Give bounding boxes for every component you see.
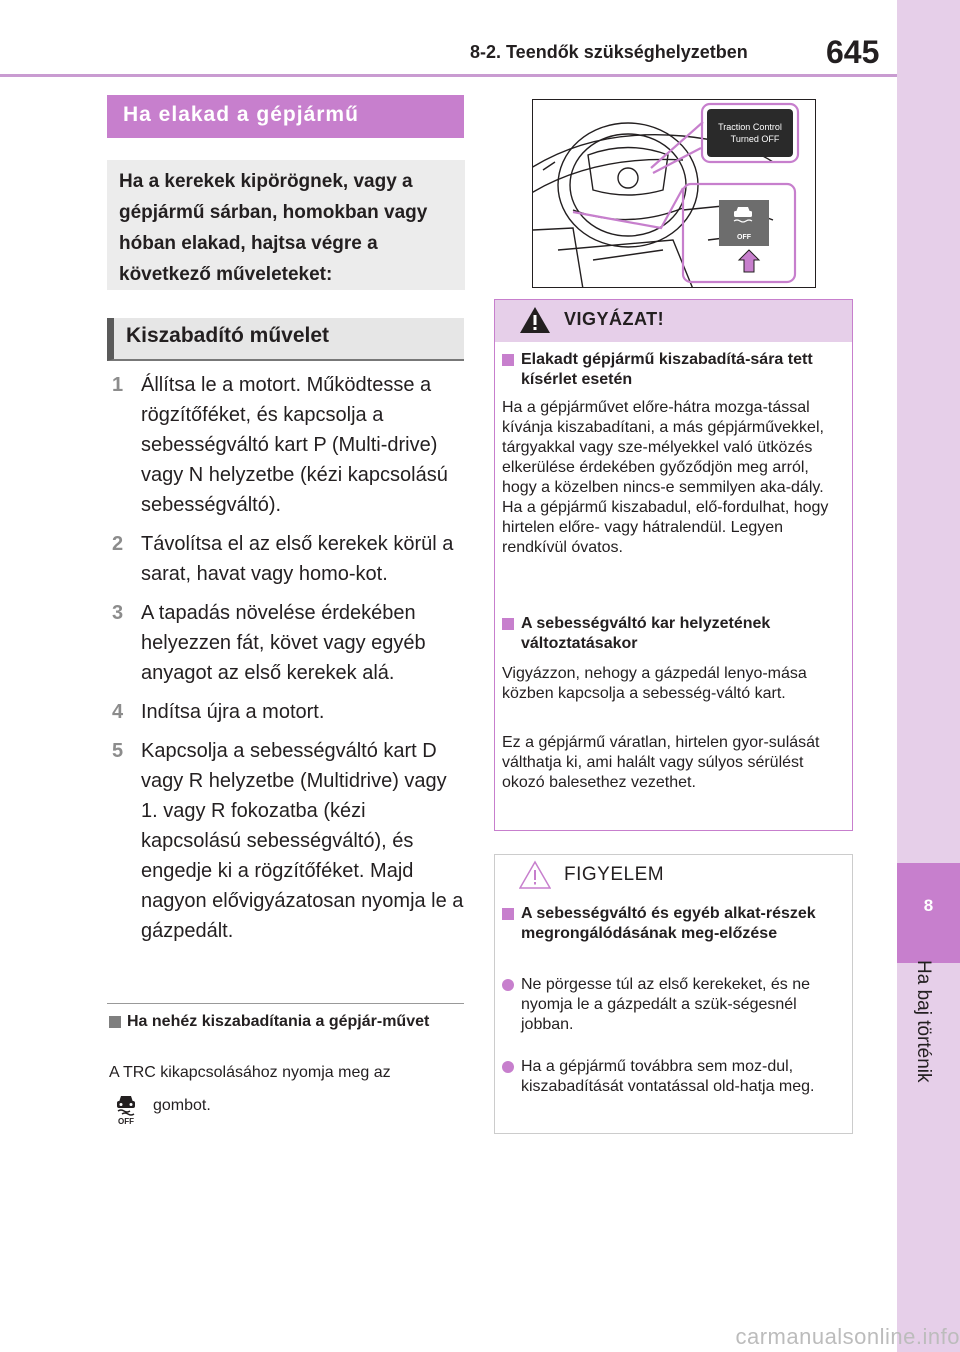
warning-item-body: Ha a gépjárművet előre-hátra mozga-tással kívánja kiszabadítani, a más gépjárművekkel, tárgyakkal vagy sze-mélyekkel való ütközés elkerülése érdekében győződjön meg arról, hogy a közelben nincs-e semmilyen aka-dály. Ha a gépjármű kiszabadul, elő-fordulhat, hogy hirtelen előre- vagy hátralendül. Legyen rendkívül óvatos. [502, 399, 829, 556]
note-divider [107, 1003, 464, 1004]
dashboard-illustration [532, 99, 816, 288]
warning-item-heading-text: Elakadt gépjármű kiszabadítá-sára tett kísérlet esetén [521, 351, 813, 388]
notice-heading [502, 904, 842, 944]
warning-item-heading [502, 614, 842, 654]
dashboard-drawing [533, 100, 816, 288]
warning-item-heading-text: A sebességváltó kar helyzetének változtatásakor [521, 615, 771, 652]
warning-title: VIGYÁZAT! [564, 309, 665, 329]
notice-bullet-text: Ne pörgesse túl az első kerekeket, és ne nyomja le a gázpedált a szük-ségesnél jobban. [521, 976, 811, 1033]
notice-heading-text: A sebességváltó és egyéb alkat-részek megrongálódásának meg-előzése [521, 905, 816, 942]
step-text: Kapcsolja a sebességváltó kart D vagy R helyzetbe (Multidrive) vagy 1. vagy R fokozatba (kézi kapcsolású sebességváltó), és engedje ki a rögzítőféket. Majd nagyon elővigyázatosan nyomja le a gázpedált. [141, 740, 464, 942]
note-text: A TRC kikapcsolásához nyomja meg az [109, 1064, 391, 1081]
note-heading-text: Ha nehéz kiszabadítania a gépjár-művet [127, 1013, 430, 1030]
subsection-title: Kiszabadító művelet [107, 318, 464, 361]
square-bullet-icon [502, 908, 514, 920]
notice-bullet [502, 975, 842, 1035]
step-number: 3 [112, 602, 124, 624]
watermark: carmanualsonline.info [735, 1324, 960, 1349]
notice-bullet [502, 1057, 842, 1097]
page-number: 645 [826, 34, 880, 70]
section-title: Ha elakad a gépjármű [107, 95, 464, 138]
step-list [112, 370, 464, 955]
step-number: 5 [112, 740, 124, 762]
warning-triangle-icon [519, 305, 551, 335]
step-text: Indítsa újra a motort. [141, 701, 325, 723]
step-item [112, 529, 464, 589]
step-text: Állítsa le a motort. Működtesse a rögzítőféket, és kapcsolja a sebességváltó kart P (Multi-drive) vagy N helyzetbe (kézi kapcsolású sebességváltó). [141, 374, 448, 516]
header-rule [0, 74, 897, 77]
caution-triangle-icon [519, 860, 551, 890]
square-bullet-icon [502, 618, 514, 630]
chapter-title [897, 960, 960, 1100]
step-text: A tapadás növelése érdekében helyezzen fát, követ vagy egyéb anyagot az első kerekek alá. [141, 602, 426, 684]
step-item [112, 598, 464, 688]
step-number: 2 [112, 533, 124, 555]
note-heading [109, 1012, 459, 1032]
square-bullet-icon [502, 354, 514, 366]
round-bullet-icon [502, 1061, 514, 1073]
warning-item-heading [502, 350, 842, 390]
step-text: Távolítsa el az első kerekek körül a sarat, havat vagy homo-kot. [141, 533, 454, 585]
warning-item-body: Ez a gépjármű váratlan, hirtelen gyor-sulását válthatja ki, ami halált vagy súlyos sérülést okozó balesethez vezethet. [502, 734, 820, 791]
notice-bullet-text: Ha a gépjármű továbbra sem moz-dul, kiszabadítását vontatással old-hatja meg. [521, 1058, 815, 1095]
trc-off-icon [112, 1092, 140, 1126]
warning-item-body: Vigyázzon, nehogy a gázpedál lenyo-mása közben kapcsolja a sebesség-váltó kart. [502, 665, 807, 702]
display-text-line-2: Turned OFF [730, 134, 780, 144]
chapter-tab-background [897, 0, 960, 1352]
notice-title: FIGYELEM [564, 864, 665, 885]
round-bullet-icon [502, 979, 514, 991]
note-tail-text: gombot. [153, 1097, 211, 1114]
step-item [112, 736, 464, 946]
trc-off-icon-label: OFF [118, 1117, 134, 1126]
intro-box: Ha a kerekek kipörögnek, vagy a gépjármű sárban, homokban vagy hóban elakad, hajtsa végre a következő műveleteket: [107, 160, 465, 290]
running-header: 8-2. Teendők szükséghelyzetben [470, 42, 748, 62]
step-number: 4 [112, 701, 124, 723]
chapter-title-text: Ha baj történik [912, 960, 934, 1083]
chapter-number: 8 [923, 896, 934, 915]
step-item [112, 697, 464, 727]
square-bullet-icon [109, 1016, 121, 1028]
step-item [112, 370, 464, 520]
step-number: 1 [112, 374, 124, 396]
trc-button-label: OFF [737, 234, 751, 241]
display-text-line-1: Traction Control [718, 122, 782, 132]
